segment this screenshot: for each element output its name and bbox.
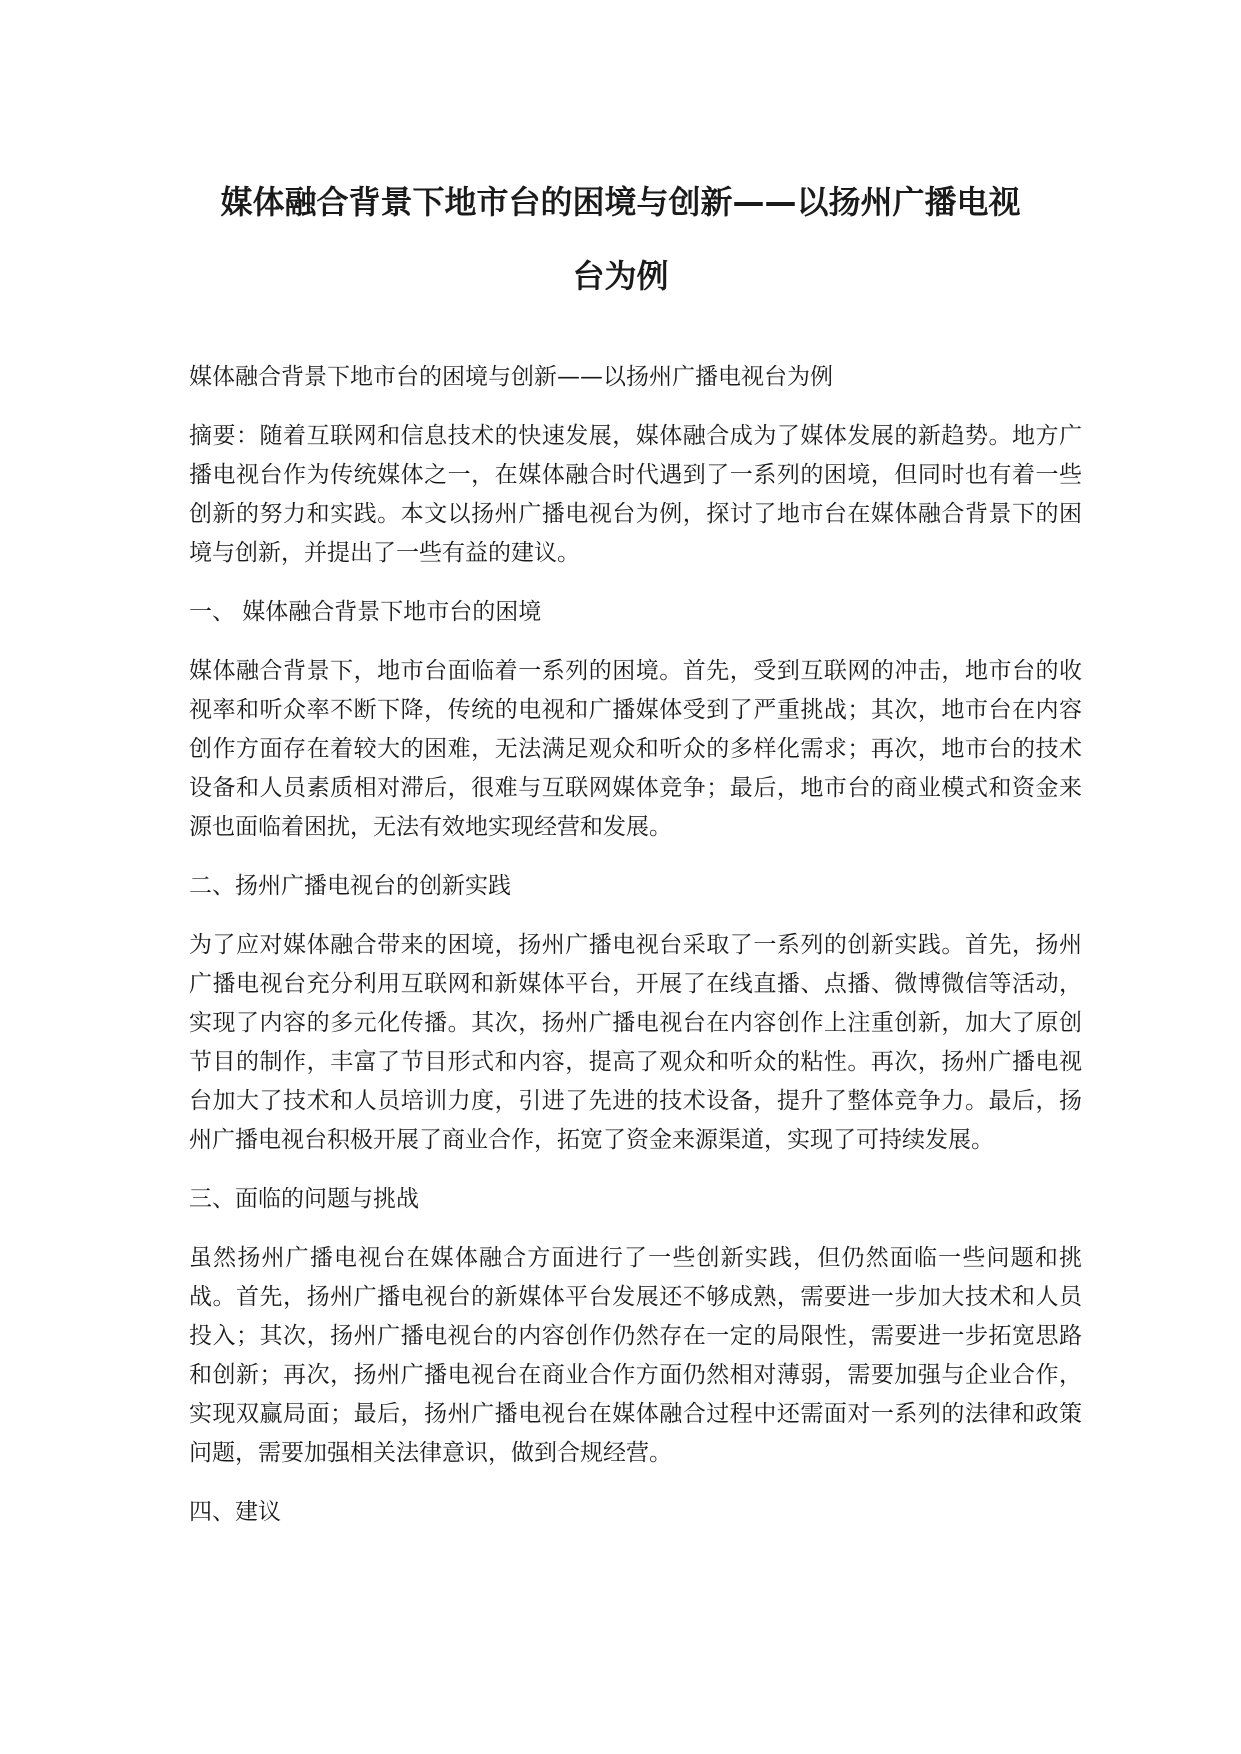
subtitle-paragraph: 媒体融合背景下地市台的困境与创新——以扬州广播电视台为例 (189, 364, 833, 390)
document-body (189, 358, 1082, 1532)
section-1-paragraph: 媒体融合背景下，地市台面临着一系列的困境。首先，受到互联网的冲击，地市台的收视率和听众率不断下降，传统的电视和广播媒体受到了严重挑战；其次，地市台在内容创作方面存在着较大的困难，无法满足观众和听众的多样化需求；再次，地市台的技术设备和人员素质相对滞后，很难与互联网媒体竞争；最后，地市台的商业模式和资金来源也面临着困扰，无法有效地实现经营和发展。 (189, 658, 1082, 840)
document-title-line-1: 媒体融合背景下地市台的困境与创新——以扬州广播电视 (220, 183, 1021, 221)
section-heading-1: 一、 媒体融合背景下地市台的困境 (189, 599, 542, 625)
section-heading-3: 三、面临的问题与挑战 (189, 1186, 419, 1212)
document-title-line-2: 台为例 (572, 257, 669, 295)
abstract-paragraph: 摘要：随着互联网和信息技术的快速发展，媒体融合成为了媒体发展的新趋势。地方广播电视台作为传统媒体之一，在媒体融合时代遇到了一系列的困境，但同时也有着一些创新的努力和实践。本文以扬州广播电视台为例，探讨了地市台在媒体融合背景下的困境与创新，并提出了一些有益的建议。 (189, 423, 1082, 566)
section-3-paragraph: 虽然扬州广播电视台在媒体融合方面进行了一些创新实践，但仍然面临一些问题和挑战。首先，扬州广播电视台的新媒体平台发展还不够成熟，需要进一步加大技术和人员投入；其次，扬州广播电视台的内容创作仍然存在一定的局限性，需要进一步拓宽思路和创新；再次，扬州广播电视台在商业合作方面仍然相对薄弱，需要加强与企业合作，实现双赢局面；最后，扬州广播电视台在媒体融合过程中还需面对一系列的法律和政策问题，需要加强相关法律意识，做到合规经营。 (189, 1245, 1082, 1466)
section-heading-4: 四、建议 (189, 1499, 281, 1525)
section-heading-2: 二、扬州广播电视台的创新实践 (189, 873, 511, 899)
section-2-paragraph: 为了应对媒体融合带来的困境，扬州广播电视台采取了一系列的创新实践。首先，扬州广播电视台充分利用互联网和新媒体平台，开展了在线直播、点播、微博微信等活动，实现了内容的多元化传播。其次，扬州广播电视台在内容创作上注重创新，加大了原创节目的制作，丰富了节目形式和内容，提高了观众和听众的粘性。再次，扬州广播电视台加大了技术和人员培训力度，引进了先进的技术设备，提升了整体竞争力。最后，扬州广播电视台积极开展了商业合作，拓宽了资金来源渠道，实现了可持续发展。 (189, 932, 1082, 1153)
